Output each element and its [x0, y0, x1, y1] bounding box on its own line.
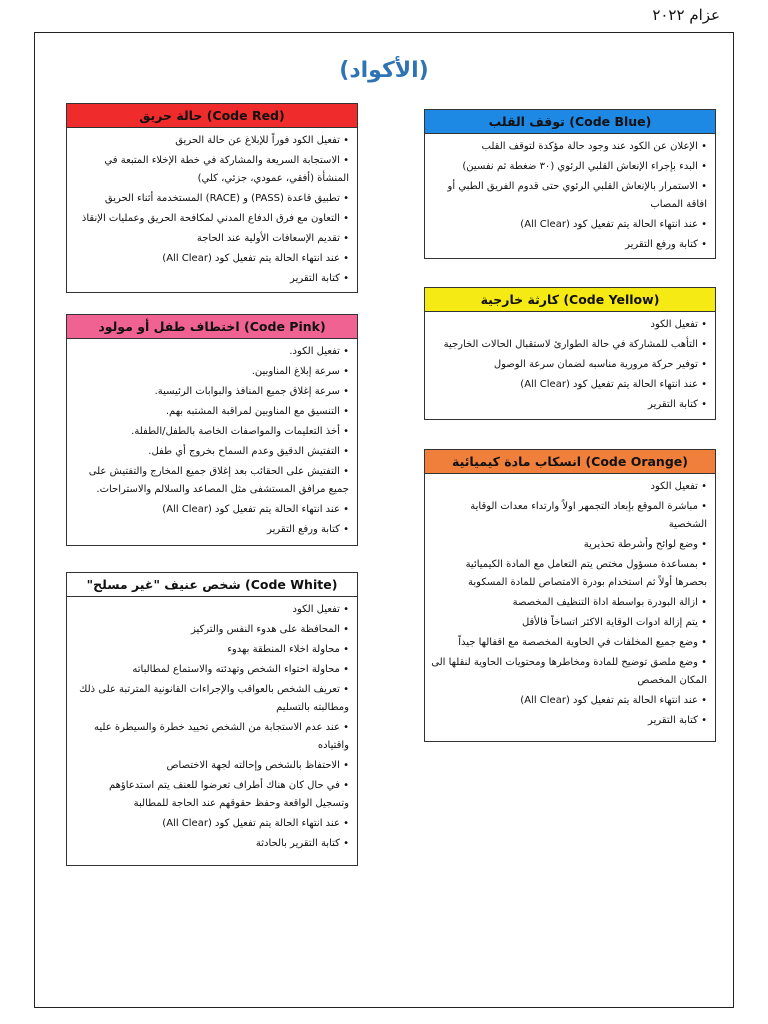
code-pink-step: • تفعيل الكود. — [73, 343, 349, 363]
code-red-header: (Code Red) حالة حريق — [67, 104, 357, 128]
code-white-step: • عند عدم الاستجابة من الشخص تحييد خطرة والسيطرة عليه واقتياده — [73, 719, 349, 757]
code-pink-step: • سرعة إغلاق جميع المنافذ والبوابات الرئيسية. — [73, 383, 349, 403]
code-orange-step: • يتم إزالة ادوات الوقاية الاكثر اتساخاً فالأقل — [431, 614, 707, 634]
code-pink-step: • عند انتهاء الحالة يتم تفعيل كود (All Clear) — [73, 501, 349, 521]
code-orange-step: • عند انتهاء الحالة يتم تفعيل كود (All Clear) — [431, 692, 707, 712]
code-pink-step: • سرعة إبلاغ المناوبين. — [73, 363, 349, 383]
code-yellow-step: • التأهب للمشاركة في حالة الطوارئ لاستقبال الحالات الخارجية — [431, 336, 707, 356]
code-red-step: • التعاون مع فرق الدفاع المدني لمكافحة الحريق وعمليات الإنقاذ — [73, 210, 349, 230]
code-yellow-header: (Code Yellow) كارثة خارجية — [425, 288, 715, 312]
code-orange-step: • وضع لوائح وأشرطة تحذيرية — [431, 536, 707, 556]
code-red-step: • تقديم الإسعافات الأولية عند الحاجة — [73, 230, 349, 250]
code-white-step: • الاحتفاظ بالشخص وإحالته لجهة الاختصاص — [73, 757, 349, 777]
code-white-step: • محاولة اخلاء المنطقة بهدوء — [73, 641, 349, 661]
code-white-step: • عند انتهاء الحالة يتم تفعيل كود (All Clear) — [73, 815, 349, 835]
code-red-card — [66, 103, 358, 293]
code-white-step: • تفعيل الكود — [73, 601, 349, 621]
code-orange-step: • ازالة البودرة بواسطة اداة التنظيف المخصصة — [431, 594, 707, 614]
code-blue-card — [424, 109, 716, 259]
code-white-step: • محاولة احتواء الشخص وتهدئته والاستماع لمطالباته — [73, 661, 349, 681]
code-yellow-step: • تفعيل الكود — [431, 316, 707, 336]
code-orange-step: • وضع ملصق توضيح للمادة ومخاطرها ومحتويات الحاوية لنقلها الى المكان المخصص — [431, 654, 707, 692]
page-title: (الأكواد) — [339, 58, 429, 83]
code-red-steps — [67, 128, 357, 294]
code-blue-step: • كتابة ورفع التقرير — [431, 236, 707, 256]
code-pink-step: • التفتيش على الحقائب بعد إغلاق جميع المخارج والتفتيش على جميع مرافق المستشفى مثل المصاعد والسلالم والاستراحات. — [73, 463, 349, 501]
code-red-step: • عند انتهاء الحالة يتم تفعيل كود (All Clear) — [73, 250, 349, 270]
code-blue-step: • الإعلان عن الكود عند وجود حالة مؤكدة لتوقف القلب — [431, 138, 707, 158]
code-orange-steps — [425, 474, 715, 736]
code-white-card — [66, 572, 358, 866]
code-pink-step: • أخذ التعليمات والمواصفات الخاصة بالطفل/الطفلة. — [73, 423, 349, 443]
code-pink-card — [66, 314, 358, 546]
code-yellow-card — [424, 287, 716, 420]
code-orange-step: • تفعيل الكود — [431, 478, 707, 498]
code-white-steps — [67, 597, 357, 859]
code-blue-step: • عند انتهاء الحالة يتم تفعيل كود (All Clear) — [431, 216, 707, 236]
code-red-step: • تفعيل الكود فوراً للإبلاغ عن حالة الحريق — [73, 132, 349, 152]
code-red-step: • الاستجابة السريعة والمشاركة في خطة الإخلاء المتبعة في المنشأة (أفقي، عمودي، جزئي، كلي) — [73, 152, 349, 190]
code-red-step: • تطبيق قاعدة (PASS) و (RACE) المستخدمة أثناء الحريق — [73, 190, 349, 210]
code-white-header: (Code White) شخص عنيف "غير مسلح" — [67, 573, 357, 597]
code-yellow-step: • كتابة التقرير — [431, 396, 707, 416]
code-white-step: • في حال كان هناك أطراف تعرضوا للعنف يتم استدعاؤهم وتسجيل الواقعة وحفظ حقوقهم عند الحاجة للمطالبة — [73, 777, 349, 815]
code-orange-header: (Code Orange) انسكاب مادة كيميائية — [425, 450, 715, 474]
code-pink-header: (Code Pink) اختطاف طفل أو مولود — [67, 315, 357, 339]
code-yellow-step: • توفير حركة مرورية مناسبه لضمان سرعة الوصول — [431, 356, 707, 376]
code-yellow-step: • عند انتهاء الحالة يتم تفعيل كود (All Clear) — [431, 376, 707, 396]
code-orange-step: • كتابة التقرير — [431, 712, 707, 732]
code-pink-step: • التنسيق مع المناوبين لمراقبة المشتبه بهم. — [73, 403, 349, 423]
code-blue-step: • البدء بإجراء الإنعاش القلبي الرئوي (٣٠ ضغطة ثم نفسين) — [431, 158, 707, 178]
code-blue-header: (Code Blue) توقف القلب — [425, 110, 715, 134]
code-white-step: • المحافظة على هدوء النفس والتركيز — [73, 621, 349, 641]
code-orange-card — [424, 449, 716, 742]
code-pink-steps — [67, 339, 357, 545]
code-pink-step: • كتابة ورفع التقرير — [73, 521, 349, 541]
code-orange-step: • مباشرة الموقع بإبعاد التجمهر اولاً وارتداء معدات الوقاية الشخصية — [431, 498, 707, 536]
code-orange-step: • بمساعدة مسؤول مختص يتم التعامل مع المادة الكيميائية بحصرها أولاً ثم استخدام بودرة الامتصاص للمادة المسكوبة — [431, 556, 707, 594]
code-white-step: • كتابة التقرير بالحادثة — [73, 835, 349, 855]
code-blue-steps — [425, 134, 715, 260]
author-year: عزام ٢٠٢٢ — [652, 6, 720, 24]
code-blue-step: • الاستمرار بالإنعاش القلبي الرئوي حتى قدوم الفريق الطبي أو افاقة المصاب — [431, 178, 707, 216]
code-white-step: • تعريف الشخص بالعواقب والإجراءات القانونية المترتبة على ذلك ومطالبته بالتسليم — [73, 681, 349, 719]
code-orange-step: • وضع جميع المخلفات في الحاوية المخصصة مع اقفالها جيداً — [431, 634, 707, 654]
code-yellow-steps — [425, 312, 715, 420]
code-red-step: • كتابة التقرير — [73, 270, 349, 290]
code-pink-step: • التفتيش الدقيق وعدم السماح بخروج أي طفل. — [73, 443, 349, 463]
